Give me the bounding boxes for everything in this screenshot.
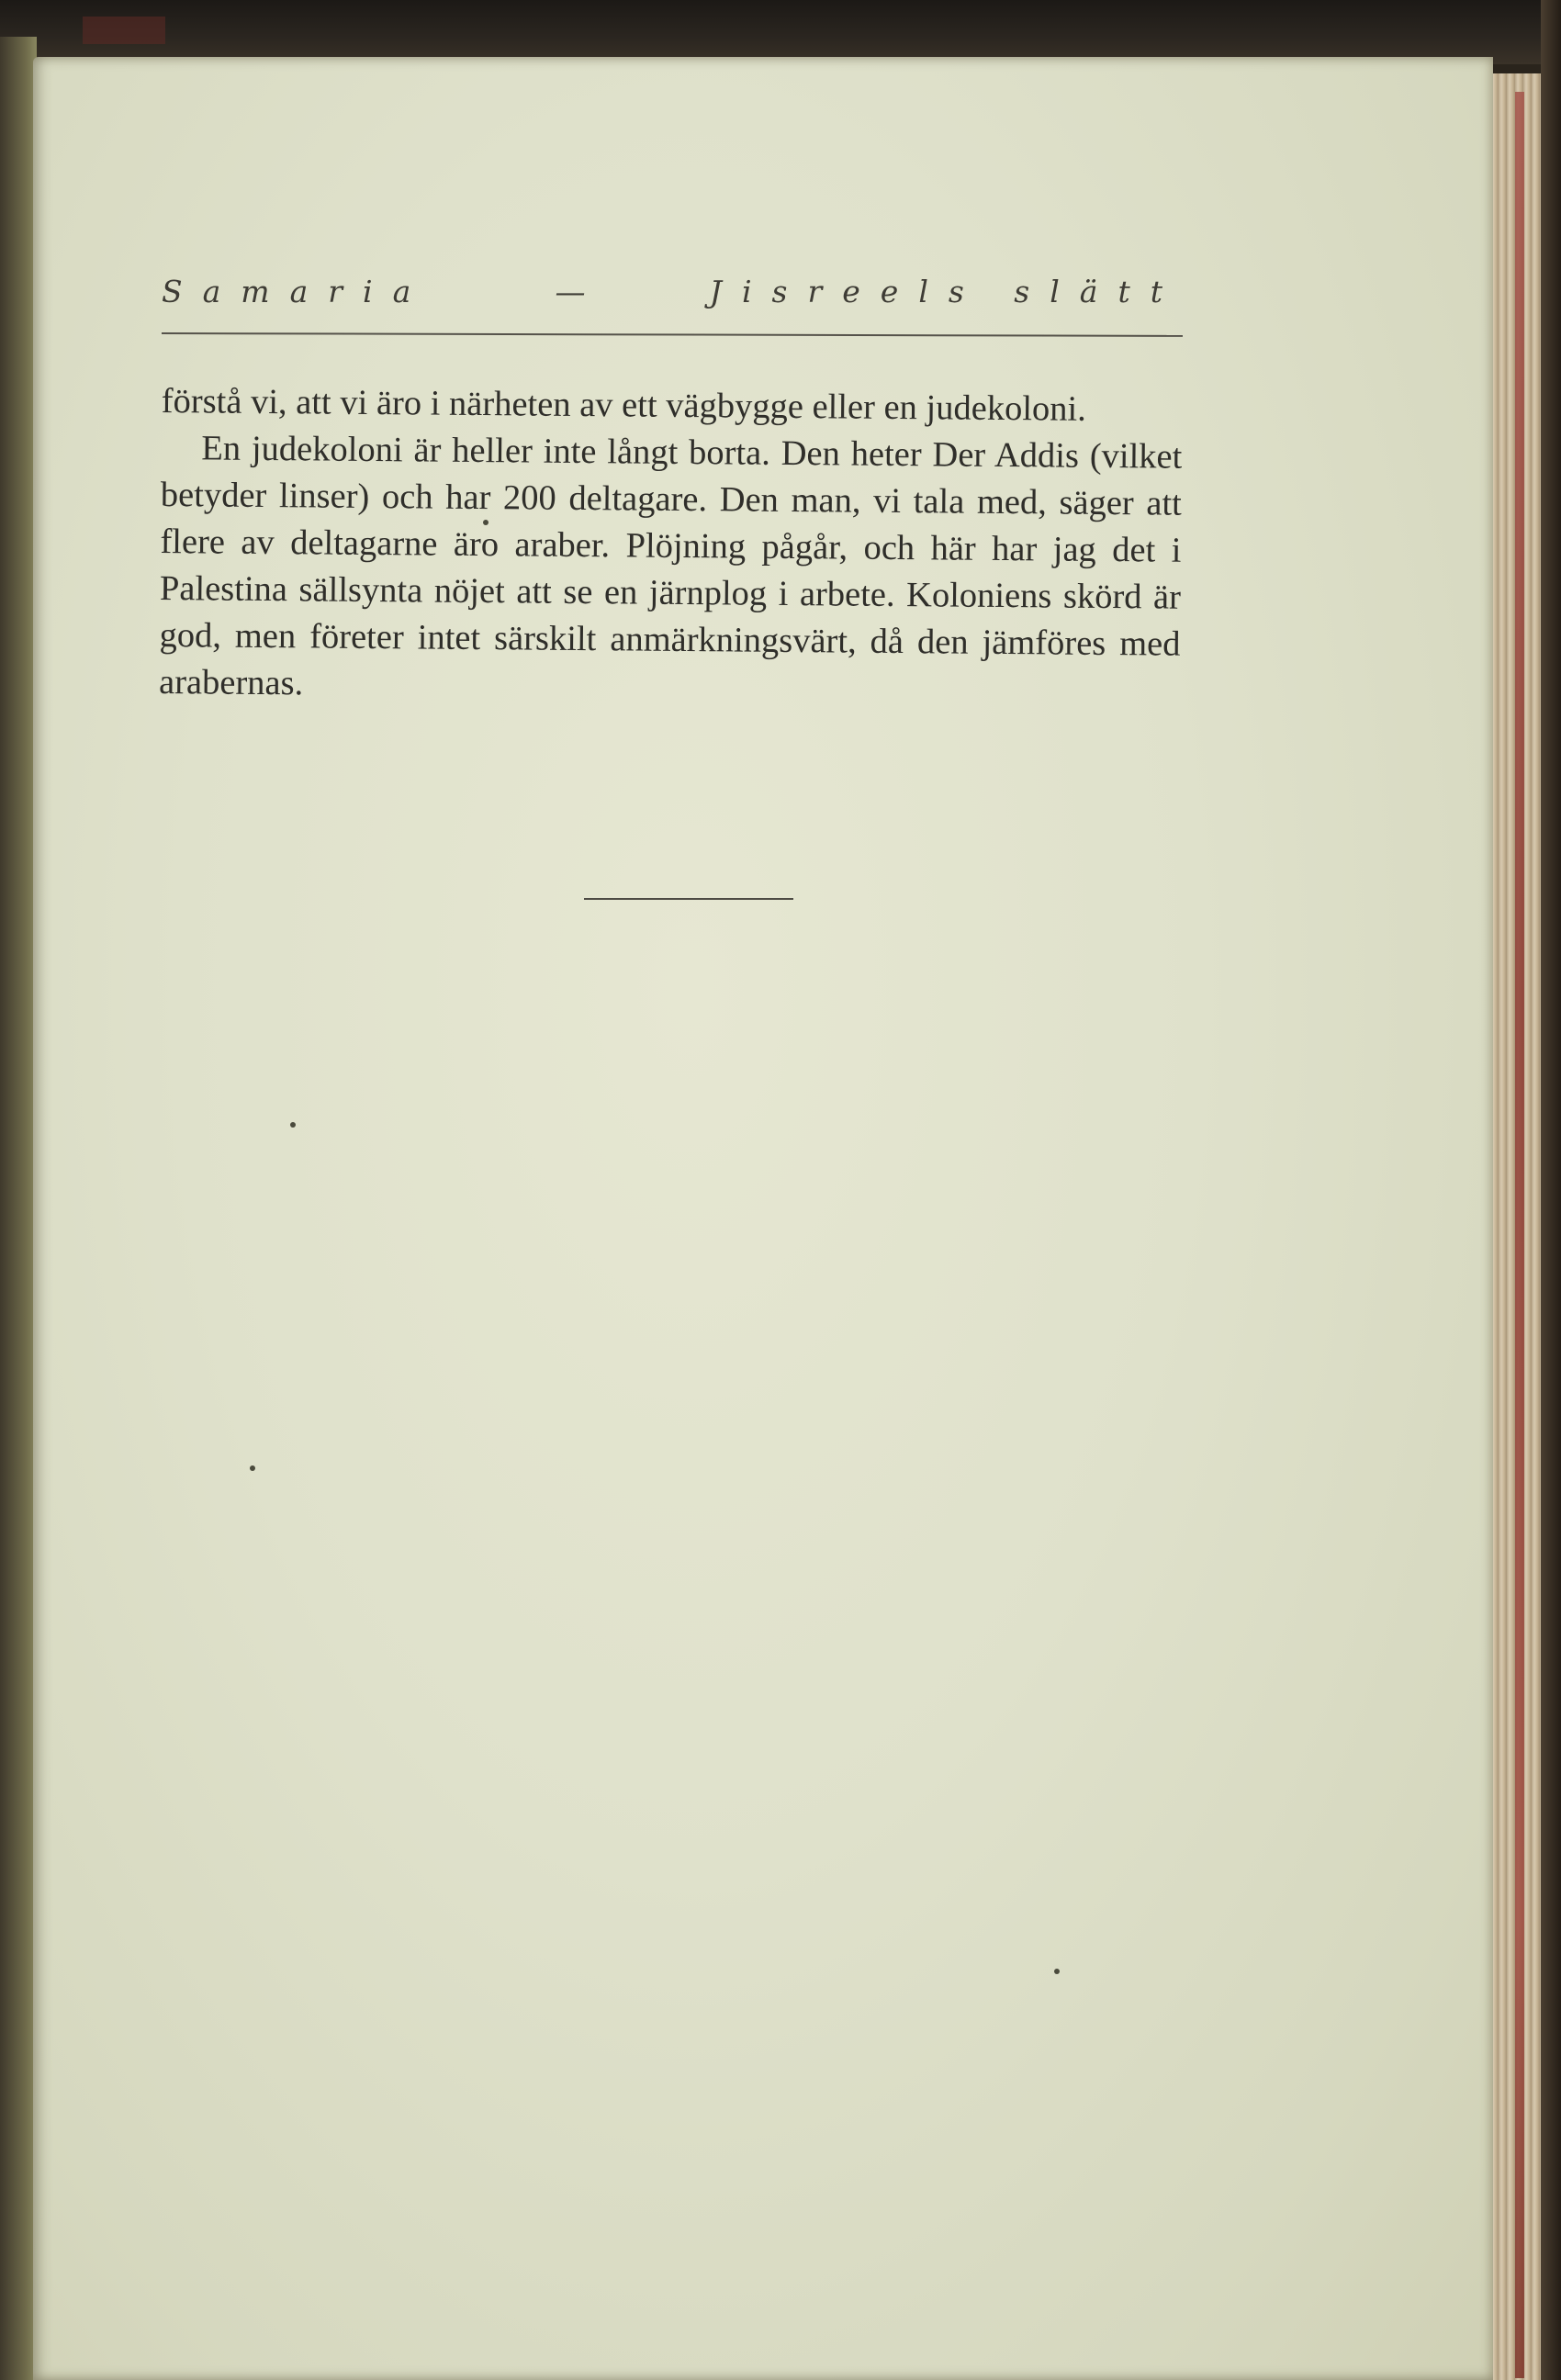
running-head-left: Samaria bbox=[162, 274, 432, 309]
running-head bbox=[162, 274, 1183, 309]
section-end-rule bbox=[584, 898, 793, 900]
paper-speck bbox=[250, 1465, 255, 1471]
left-gutter-shadow bbox=[0, 37, 37, 2380]
top-edge-shadow bbox=[0, 0, 1561, 64]
red-cloth-fragment bbox=[83, 17, 165, 44]
red-page-edge bbox=[1515, 92, 1524, 2378]
body-text bbox=[159, 378, 1183, 715]
binding-edge bbox=[1541, 0, 1561, 2380]
running-head-right: Jisreels slätt bbox=[709, 274, 1183, 309]
running-head-dash: — bbox=[555, 274, 586, 309]
paper-speck bbox=[1054, 1969, 1060, 1974]
paragraph-2: En judekoloni är heller inte långt borta. Den heter Der Addis (vilket betyder linser) och har 200 deltagare. Den man, vi tala med, säger att flere av deltagarne äro araber. Plöjning pågår, och här har jag det i Palestina sällsynta nöjet att se en järnplog i arbete. Koloniens skörd är god, men företer intet särskilt anmärkningsvärt, då den jämföres med arabernas. bbox=[158, 429, 1183, 703]
paper-speck bbox=[290, 1122, 296, 1128]
paragraph-1: förstå vi, att vi äro i närheten av ett vägbygge eller en judekoloni. bbox=[161, 381, 1087, 429]
